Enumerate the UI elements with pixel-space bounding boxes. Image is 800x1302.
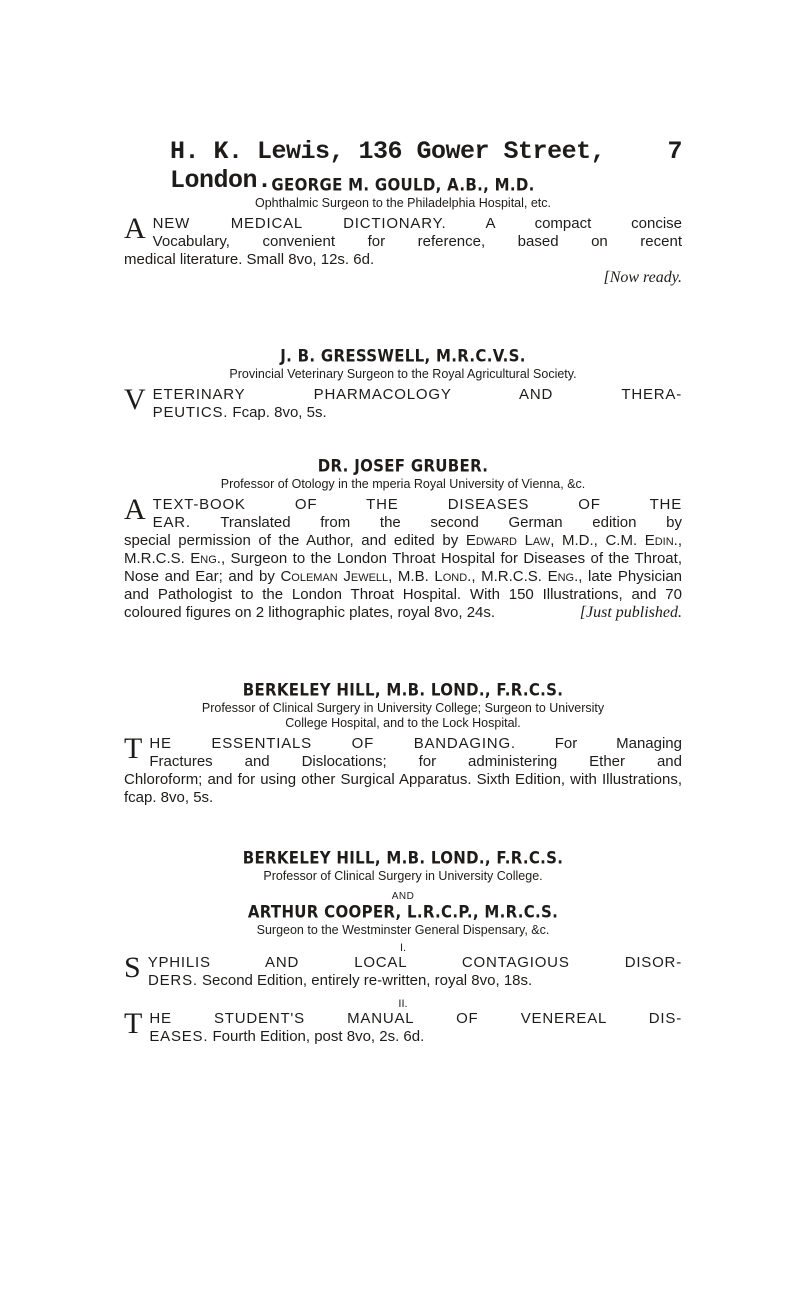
availability-status: [Just published. — [579, 604, 682, 621]
book-title: HE ESSENTIALS OF BANDAGING. — [149, 735, 516, 752]
book-description: A TEXT-BOOK OF THE DISEASES OF THE EAR. Translated from the second German edition by special permission of the Author, and edited by Edward Law, M.D., C.M. Edin., M.R.C.S. Eng., Surgeon to the London Throat Hospital for Diseases of the Throat, Nose and Ear; and by Coleman Jewell, M.B. Lond., M.R.C.S. Eng., late Physician and Pathologist to the London Throat Hospital. With 150 Illustrations, and 70 coloured figures on 2 lithographic plates, royal 8vo, 24s. [Just published. — [124, 493, 683, 621]
author-name: BERKELEY HILL, M.B. LOND., F.R.C.S. — [242, 848, 564, 868]
book-title: NEW MEDICAL DICTIONARY. — [152, 215, 447, 232]
author-name: BERKELEY HILL, M.B. LOND., F.R.C.S. — [242, 680, 564, 700]
book-title: ETERINARY PHARMACOLOGY AND THERA- — [152, 386, 682, 403]
drop-cap: V — [124, 383, 146, 416]
book-numeral: I. — [399, 942, 407, 954]
book-description: V ETERINARY PHARMACOLOGY AND THERA- PEUTICS. Fcap. 8vo, 5s. — [124, 383, 682, 421]
drop-cap: S — [124, 951, 141, 984]
coauthor-name: ARTHUR COOPER, L.R.C.P., M.R.C.S. — [247, 902, 559, 922]
book-description: S YPHILIS AND LOCAL CONTAGIOUS DISOR- DERS. Second Edition, entirely re-written, royal 8vo, 18s. — [124, 951, 682, 989]
publisher-address: H. K. Lewis, 136 Gower Street, London. — [170, 137, 606, 195]
author-affiliation: Professor of Clinical Surgery in University College. — [263, 869, 543, 883]
book-description: T HE STUDENT'S MANUAL OF VENEREAL DIS- EASES. Fourth Edition, post 8vo, 2s. 6d. — [124, 1007, 682, 1045]
entry-gruber — [124, 456, 682, 622]
author-name: J. B. GRESSWELL, M.R.C.V.S. — [280, 346, 526, 366]
book-description: A NEW MEDICAL DICTIONARY. A compact concise Vocabulary, convenient for reference, based on recent medical literature. Small 8vo, 12s. 6d. [Now ready. — [124, 212, 682, 286]
author-affiliation: Provincial Veterinary Surgeon to the Royal Agricultural Society. — [229, 367, 577, 381]
entry-gresswell — [124, 346, 682, 422]
entry-gould — [124, 175, 682, 287]
author-affiliation: Professor of Otology in the mperia Royal University of Vienna, &c. — [220, 477, 586, 491]
and-separator: AND — [391, 891, 415, 902]
book-title: HE STUDENT'S MANUAL OF VENEREAL DIS- — [149, 1010, 682, 1027]
entry-hill-cooper — [124, 848, 682, 1046]
author-name: GEORGE M. GOULD, A.B., M.D. — [271, 175, 535, 195]
author-name: DR. JOSEF GRUBER. — [317, 456, 489, 476]
drop-cap: T — [124, 732, 143, 765]
author-affiliation: Ophthalmic Surgeon to the Philadelphia Hospital, etc. — [254, 196, 551, 210]
book-description: T HE ESSENTIALS OF BANDAGING. For Managing Fractures and Dislocations; for administering Ether and Chloroform; and for using other Surgical Apparatus. Sixth Edition, with Illustrations, fcap. 8vo, 5s. — [124, 732, 682, 806]
entry-hill-bandaging — [124, 680, 682, 807]
book-numeral: II. — [398, 998, 408, 1010]
drop-cap: A — [124, 493, 146, 526]
drop-cap: A — [124, 212, 146, 245]
author-affiliation: Professor of Clinical Surgery in University College; Surgeon to University College Hospital, and to the Lock Hospital. — [201, 701, 605, 730]
page-number: 7 — [667, 137, 682, 166]
availability-status: [Now ready. — [603, 269, 682, 286]
coauthor-affiliation: Surgeon to the Westminster General Dispensary, &c. — [256, 923, 550, 937]
book-title: TEXT-BOOK OF THE DISEASES OF THE — [152, 496, 682, 513]
book-body: special permission of the Author, and edited by Edward Law, M.D., C.M. Edin., M.R.C.S. Eng., Surgeon to the London Throat Hospital for Diseases of the Throat, Nose and Ear; and by Coleman Jewell, M.B. Lond., M.R.C.S. Eng., late Physician and Pathologist to the London Throat Hospital. With 150 Illustrations, and 70 coloured figures on 2 lithographic plates, royal 8vo, 24s. [Just published. — [124, 532, 683, 621]
drop-cap: T — [124, 1007, 143, 1040]
book-title: YPHILIS AND LOCAL CONTAGIOUS DISOR- — [147, 954, 682, 971]
